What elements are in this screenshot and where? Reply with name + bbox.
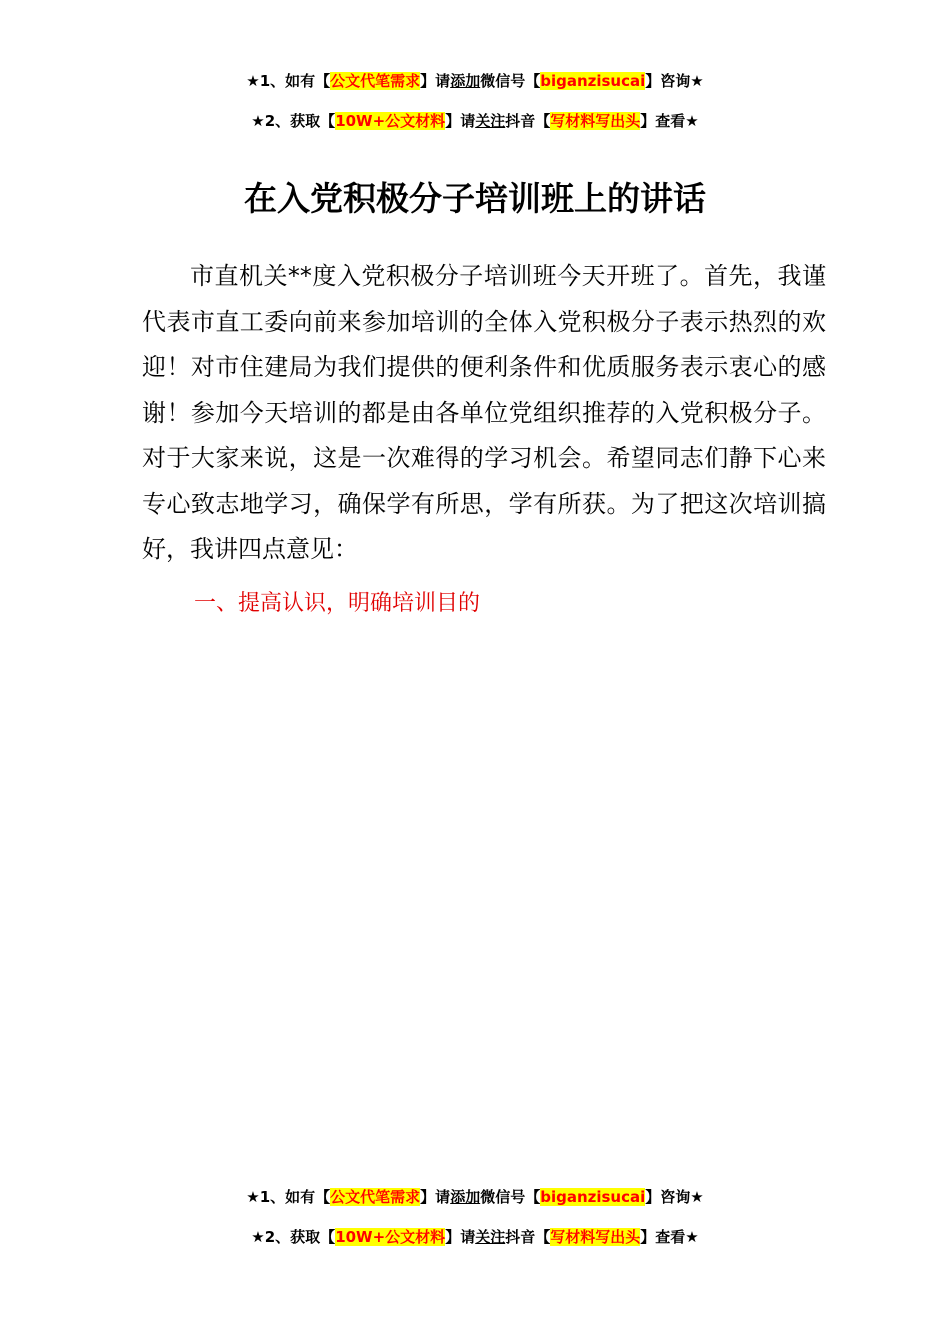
body-paragraph: 市直机关**度入党积极分子培训班今天开班了。首先，我谨代表市直工委向前来参加培训的全体入党积极分子表示热烈的欢迎！对市住建局为我们提供的便利条件和优质服务表示衷心的感谢！参加今天培训的都是由各单位党组织推荐的入党积极分子。对于大家来说，这是一次难得的学习机会。希望同志们静下心来专心致志地学习，确保学有所思，学有所获。为了把这次培训搞好，我讲四点意见： (142, 262, 826, 563)
notice-highlight-service: 公文代笔需求 (330, 1188, 421, 1206)
notice-text: 】查看★ (640, 1228, 699, 1246)
notice-text: ★2、获取【 (251, 112, 336, 130)
notice-text: ★2、获取【 (251, 1228, 336, 1246)
section-heading: 一、提高认识，明确培训目的 (194, 591, 481, 616)
notice-text: 微信号【 (480, 72, 541, 90)
notice-underline-follow: 关注 (475, 112, 506, 130)
notice-text: 】请 (420, 1188, 451, 1206)
notice-highlight-douyin: 写材料写出头 (550, 1228, 641, 1246)
bottom-notice-line-1 (0, 1186, 950, 1208)
notice-text: 】请 (445, 1228, 476, 1246)
notice-highlight-wechat-id: biganzisucai (540, 72, 646, 90)
notice-text: 】咨询★ (645, 1188, 704, 1206)
notice-highlight-materials: 10W+公文材料 (335, 112, 446, 130)
notice-text: 】请 (445, 112, 476, 130)
notice-text: ★1、如有【 (246, 1188, 331, 1206)
notice-underline-add: 添加 (450, 72, 481, 90)
notice-text: 】咨询★ (645, 72, 704, 90)
notice-text: 微信号【 (480, 1188, 541, 1206)
top-notice-line-2 (0, 110, 950, 132)
notice-highlight-douyin: 写材料写出头 (550, 112, 641, 130)
notice-text: ★1、如有【 (246, 72, 331, 90)
notice-highlight-materials: 10W+公文材料 (335, 1228, 446, 1246)
notice-underline-add: 添加 (450, 1188, 481, 1206)
notice-highlight-wechat-id: biganzisucai (540, 1188, 646, 1206)
notice-text: 抖音【 (505, 1228, 551, 1246)
notice-highlight-service: 公文代笔需求 (330, 72, 421, 90)
bottom-notice-line-2 (0, 1226, 950, 1248)
notice-underline-follow: 关注 (475, 1228, 506, 1246)
top-notice-line-1 (0, 70, 950, 92)
document-title: 在入党积极分子培训班上的讲话 (244, 179, 706, 218)
notice-text: 】查看★ (640, 112, 699, 130)
notice-text: 抖音【 (505, 112, 551, 130)
notice-text: 】请 (420, 72, 451, 90)
